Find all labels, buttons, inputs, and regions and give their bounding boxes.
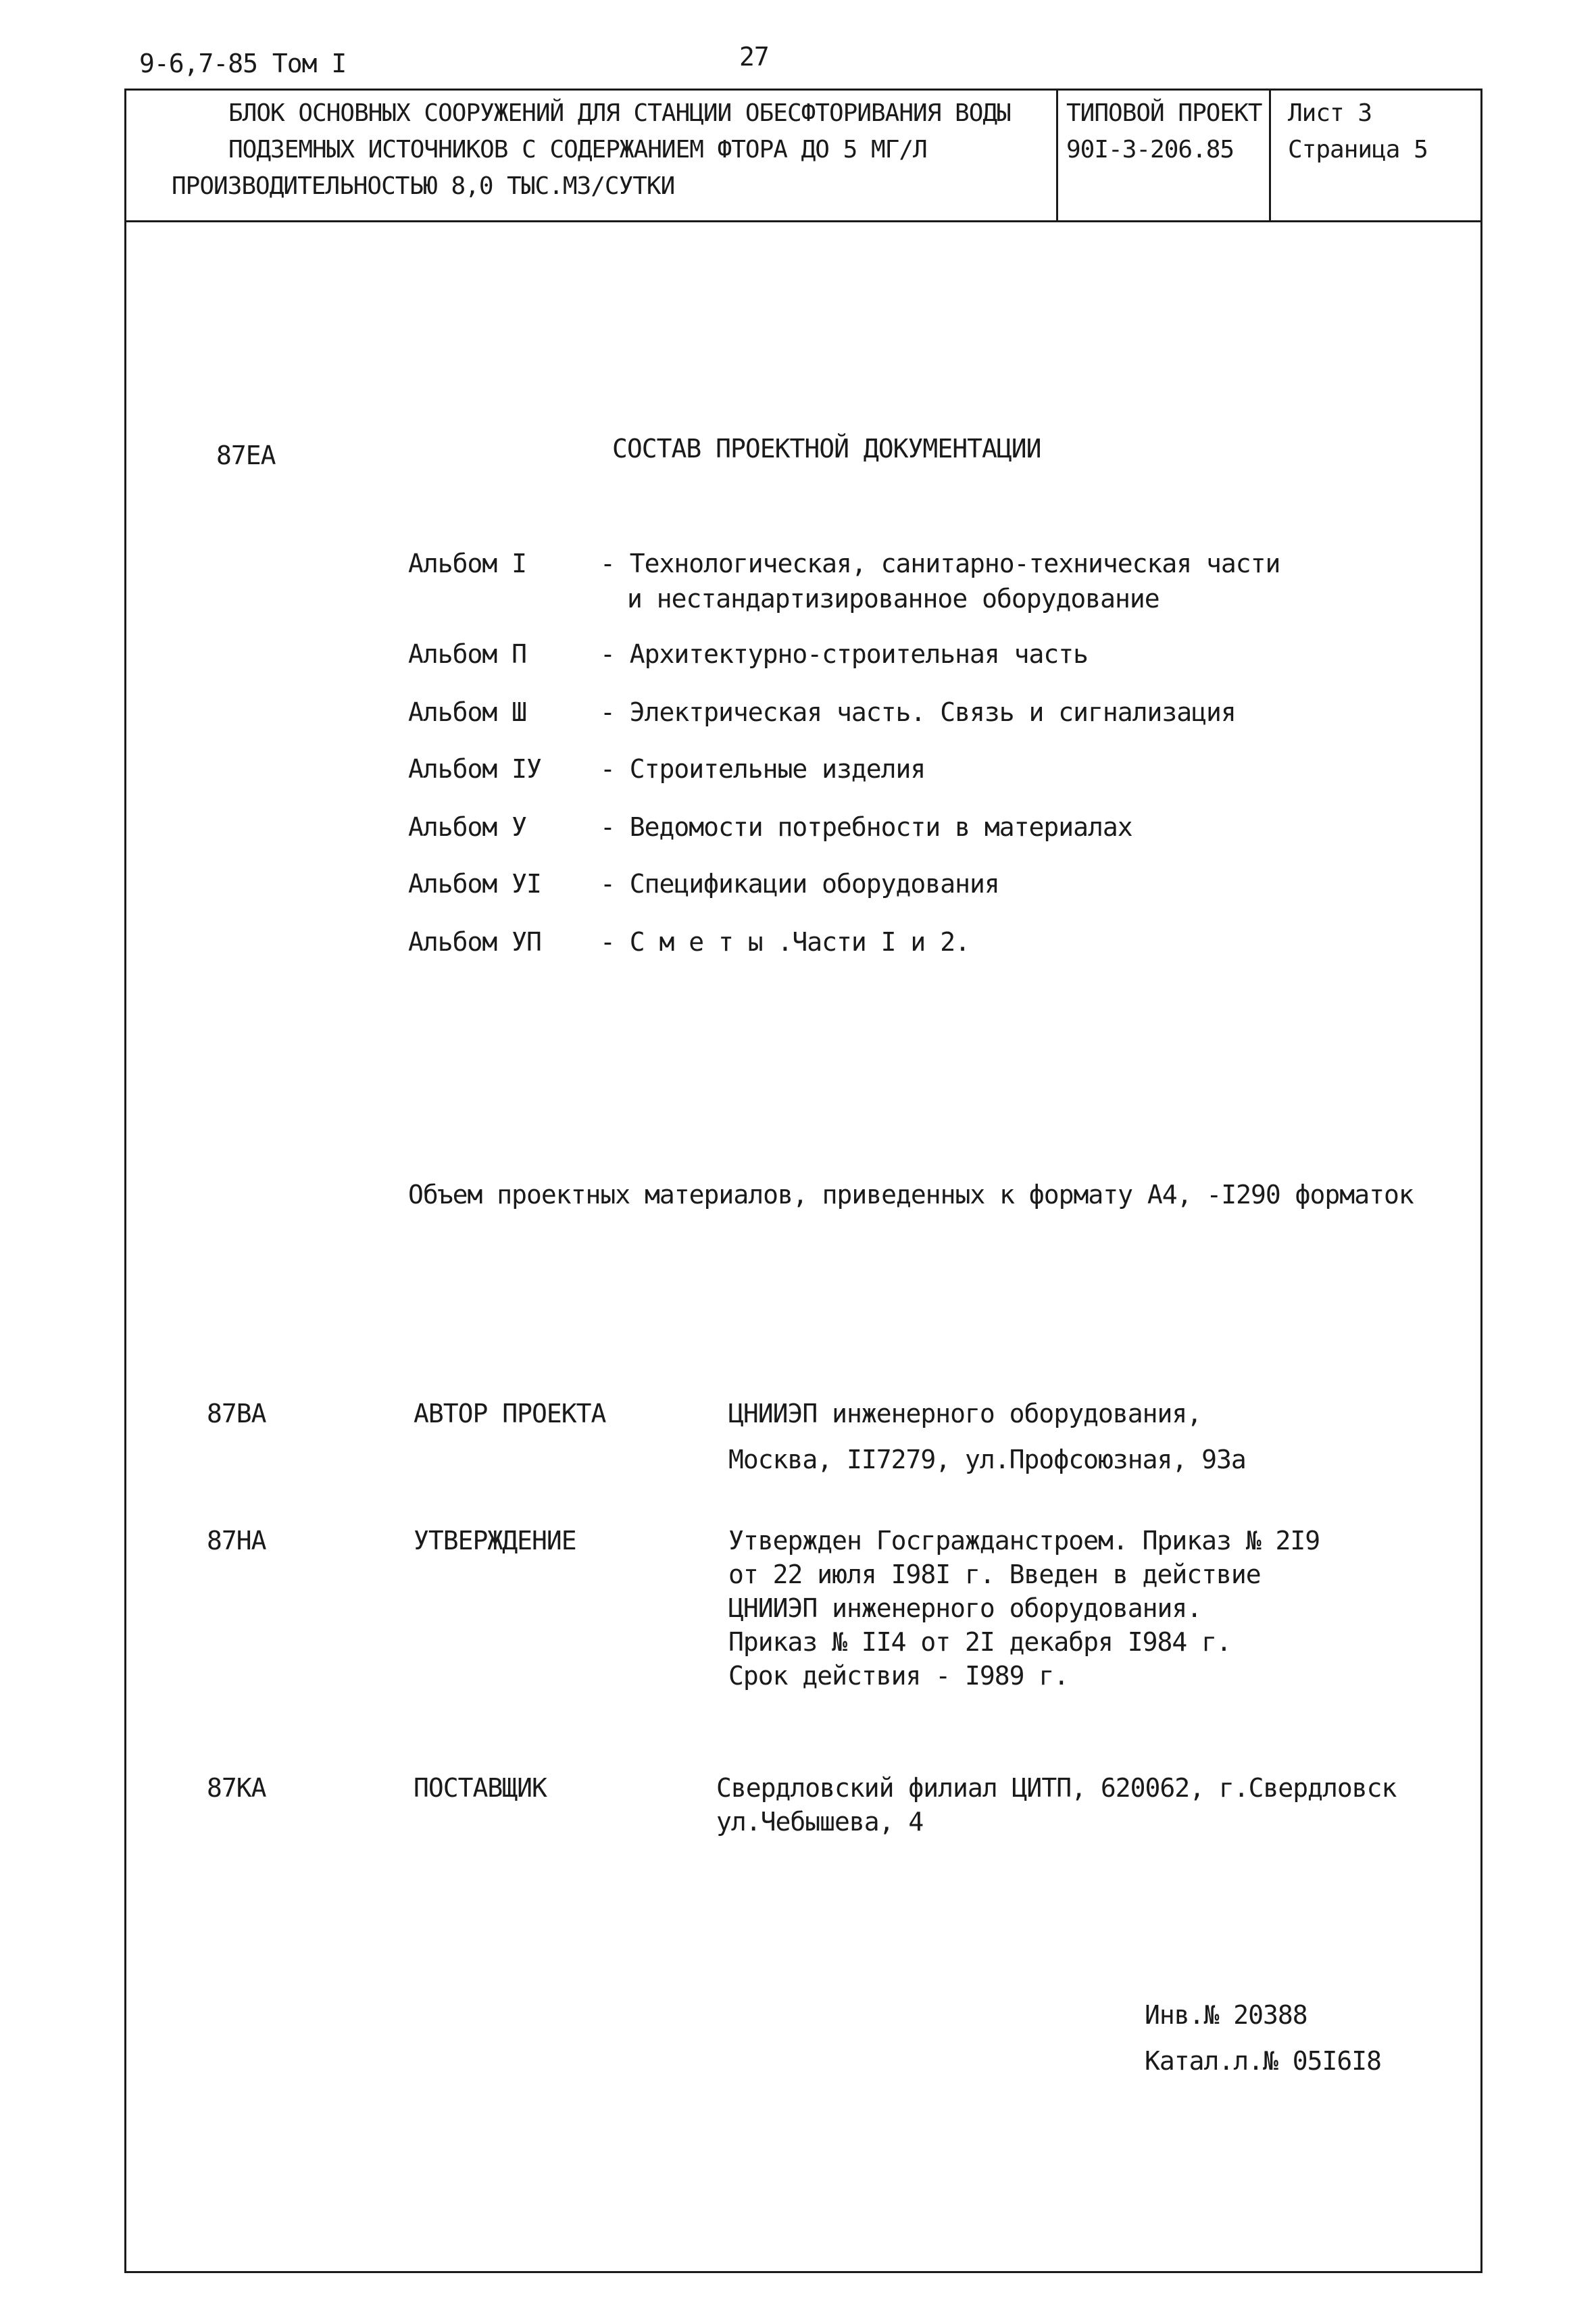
supplier-address: Свердловский филиал ЦИТП, 620062, г.Свердловск [716, 1773, 1397, 1803]
section-code: 87НА [207, 1526, 266, 1555]
supplier-address: ул.Чебышева, 4 [716, 1807, 924, 1837]
page-label: Страница 5 [1288, 136, 1428, 164]
approval-text-line: Утвержден Госгражданстроем. Приказ № 2I9 [728, 1526, 1320, 1555]
title-block-divider [124, 220, 1482, 222]
section-code: 87КА [207, 1773, 266, 1803]
volume-note: Объем проектных материалов, приведенных к формату А4, -I290 форматок [408, 1180, 1414, 1210]
section-label: АВТОР ПРОЕКТА [414, 1399, 606, 1428]
section-code: 87ВА [207, 1399, 266, 1428]
title-line: ПРОИЗВОДИТЕЛЬНОСТЬЮ 8,0 ТЫС.М3/СУТКИ [172, 172, 675, 200]
approval-text-line: ЦНИИЭП инженерного оборудования. [728, 1593, 1202, 1623]
album-description: - Электрическая часть. Связь и сигнализация [600, 697, 1236, 727]
author-organization: ЦНИИЭП инженерного оборудования, [728, 1399, 1202, 1428]
album-name: Альбом Ш [408, 697, 527, 727]
album-description: - Ведомости потребности в материалах [600, 812, 1132, 842]
section-label: УТВЕРЖДЕНИЕ [414, 1526, 576, 1555]
album-name: Альбом I [408, 549, 527, 578]
project-type-label: ТИПОВОЙ ПРОЕКТ [1066, 99, 1262, 127]
album-description: - Строительные изделия [600, 754, 926, 784]
project-number: 90I-3-206.85 [1066, 136, 1235, 164]
album-description: - Архитектурно-строительная часть [600, 639, 1088, 669]
title-line: ПОДЗЕМНЫХ ИСТОЧНИКОВ С СОДЕРЖАНИЕМ ФТОРА ДО 5 МГ/Л [228, 136, 927, 164]
album-description: - С м е т ы .Части I и 2. [600, 927, 970, 957]
album-name: Альбом У [408, 812, 527, 842]
album-name: Альбом IУ [408, 754, 541, 784]
section-heading: СОСТАВ ПРОЕКТНОЙ ДОКУМЕНТАЦИИ [612, 434, 1041, 464]
sheet-number: Лист 3 [1288, 99, 1372, 127]
catalog-number: Катал.л.№ 05I6I8 [1145, 2046, 1382, 2076]
approval-text-line: Приказ № II4 от 2I декабря I984 г. [728, 1627, 1231, 1657]
album-description: - Спецификации оборудования [600, 869, 999, 899]
author-address: Москва, II7279, ул.Профсоюзная, 93а [728, 1445, 1246, 1474]
album-description: и нестандартизированное оборудование [627, 584, 1159, 614]
album-name: Альбом П [408, 639, 527, 669]
page-number: 27 [739, 42, 769, 72]
section-code: 87ЕА [216, 441, 276, 470]
document-reference: 9-6,7-85 Том I [139, 49, 347, 78]
album-name: Альбом УI [408, 869, 541, 899]
approval-text-line: Срок действия - I989 г. [728, 1661, 1069, 1691]
title-line: БЛОК ОСНОВНЫХ СООРУЖЕНИЙ ДЛЯ СТАНЦИИ ОБЕСФТОРИВАНИЯ ВОДЫ [228, 99, 1011, 127]
title-block-separator [1056, 89, 1058, 222]
album-description: - Технологическая, санитарно-техническая части [600, 549, 1280, 578]
album-name: Альбом УП [408, 927, 541, 957]
section-label: ПОСТАВЩИК [414, 1773, 547, 1803]
approval-text-line: от 22 июля I98I г. Введен в действие [728, 1560, 1261, 1589]
inventory-number: Инв.№ 20388 [1145, 2000, 1307, 2030]
title-block-separator [1269, 89, 1271, 222]
